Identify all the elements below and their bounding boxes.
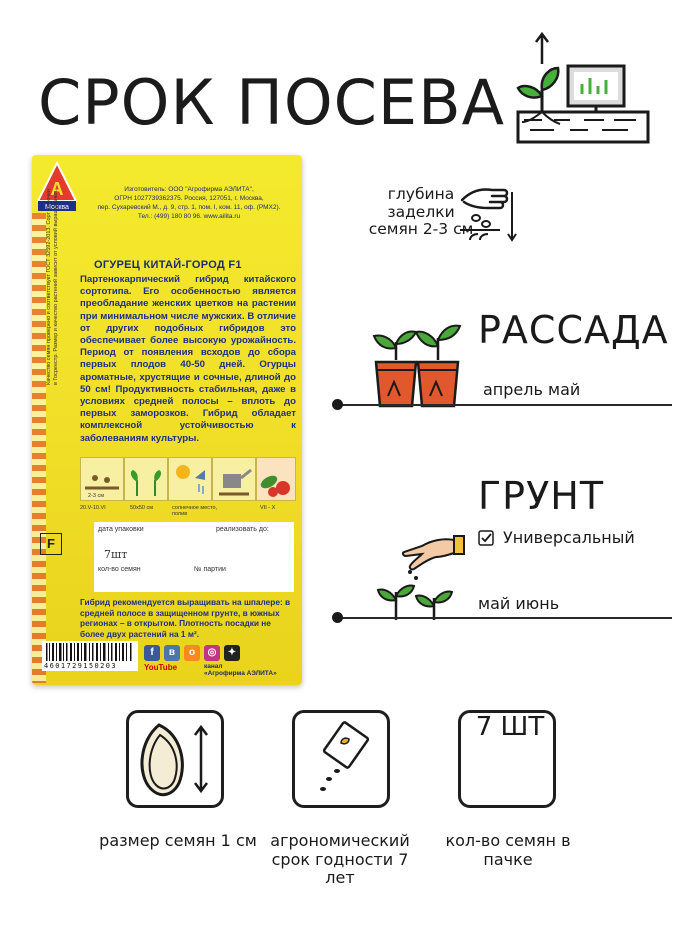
social-links (144, 645, 294, 679)
page-title: СРОК ПОСЕВА (38, 66, 506, 139)
depth-mark: 2-3 см (88, 493, 105, 499)
manufacturer-line: Изготовитель: ООО "Агрофирма АЭЛИТА", (124, 186, 254, 193)
seed-size-caption: размер семян 1 см (99, 831, 257, 850)
checkbox-icon (478, 530, 494, 546)
growing-note: Гибрид рекомендуется выращивать на шпалере: в средней полосе в защищенном грунте, в южных регионах – в открытом. Плотность посадки не более двух растений на 1 м². (80, 597, 291, 639)
variety-description: Партенокарпический гибрид китайского сортотипа. Его особенностью является преобладание женских цветков на растении при минимальном числе мужских. В отличие от других подобных гибридов это обеспечивает более высокую урожайность. Период от появления всходов до сбора первых плодов 40-50 дней. Огурцы ароматные, хрустящие и сочные, длиной до 50 см! Продуктивность стабильная, даже в условиях средней полосы – вплоть до первых заморозков. Гибрид обладает комплексной устойчивостью к заболеваниям культуры. (80, 274, 296, 444)
open-ground-heading: ГРУНТ (478, 474, 605, 518)
seedling-monitor-icon (510, 30, 660, 145)
packet-side-stripe (32, 213, 46, 683)
seed-packet-image (32, 155, 302, 685)
quality-mark-icon: F (40, 533, 62, 555)
seed-packet-icon (295, 713, 387, 805)
timeline-dot (332, 399, 343, 410)
channel-line: канал (204, 663, 223, 670)
instagram-icon[interactable]: ◎ (204, 645, 220, 661)
hand-planting-icon (376, 532, 470, 622)
shelf-life-tile (292, 710, 390, 808)
open-ground-timeline (338, 617, 672, 619)
channel-line: «Агрофирма АЭЛИТА» (204, 670, 277, 677)
shelf-life-caption: агрономический срок годности 7 лет (270, 831, 410, 887)
seed-count-value: 7 ШТ (475, 712, 545, 742)
hand-seed-depth-icon (456, 178, 520, 248)
harvest-icon (256, 457, 296, 501)
zen-icon[interactable]: ✦ (224, 645, 240, 661)
handwritten-count: 7шт (104, 548, 128, 561)
timeline-dot (332, 612, 343, 623)
variety-name: ОГУРЕЦ КИТАЙ-ГОРОД F1 (94, 259, 242, 271)
manufacturer-line: Тел.: (499) 180 80 96. www.ailita.ru (137, 213, 241, 220)
facebook-icon[interactable]: f (144, 645, 160, 661)
sun-watering-icon (168, 457, 212, 501)
manufacturer-line: ОГРН 1027739362375. Россия, 127051, г. Москва, (114, 195, 264, 202)
svg-text:А: А (50, 179, 64, 199)
manufacturer-line: пер. Сухаревский М., д. 9, стр. 1, пом. I, ком. 11, оф. (РМХ2). (97, 204, 281, 211)
sell-by-label: реализовать до: (216, 526, 269, 533)
icon-caption: солнечное место, полив (172, 505, 218, 517)
manufacturer-info (84, 185, 294, 221)
soil-type: Универсальный (503, 528, 635, 547)
seed-size-tile (126, 710, 224, 808)
seedling-pots-icon (366, 322, 466, 410)
channel-label (204, 663, 277, 677)
vk-icon[interactable]: в (164, 645, 180, 661)
watering-can-icon (212, 457, 256, 501)
seedlings-months: апрель май (483, 380, 581, 399)
spacing-icon (124, 457, 168, 501)
icon-caption: 50x50 см (130, 505, 154, 511)
icon-caption: VII - X (260, 505, 276, 511)
quality-vertical-text: Качество семян проверено и соответствует ГОСТ 32592-2013. Сорт включен в Госреестр. Размер и качество растений зависит от условий выращивания. (46, 188, 59, 385)
odnoklassniki-icon[interactable]: о (184, 645, 200, 661)
barcode-number: 4601729150203 (44, 662, 117, 670)
packing-table (94, 522, 294, 592)
seed-count-label: кол-во семян (98, 566, 141, 573)
svg-text:Москва: Москва (45, 204, 69, 211)
batch-label: № партии (194, 566, 226, 573)
seed-count-caption: кол-во семян в пачке (445, 831, 571, 869)
seedlings-timeline (338, 404, 672, 406)
pack-date-label: дата упаковки (98, 526, 144, 533)
barcode (42, 641, 138, 671)
icon-caption: 20.V-10.VI (80, 505, 106, 511)
sowing-depth-text: глубина заделки семян 2-3 см (368, 185, 474, 238)
growing-icons (80, 457, 296, 507)
seedlings-heading: РАССАДА (478, 308, 669, 352)
open-ground-months: май июнь (478, 594, 560, 613)
seed-size-icon (129, 713, 221, 805)
youtube-label[interactable]: YouTube (144, 663, 178, 672)
